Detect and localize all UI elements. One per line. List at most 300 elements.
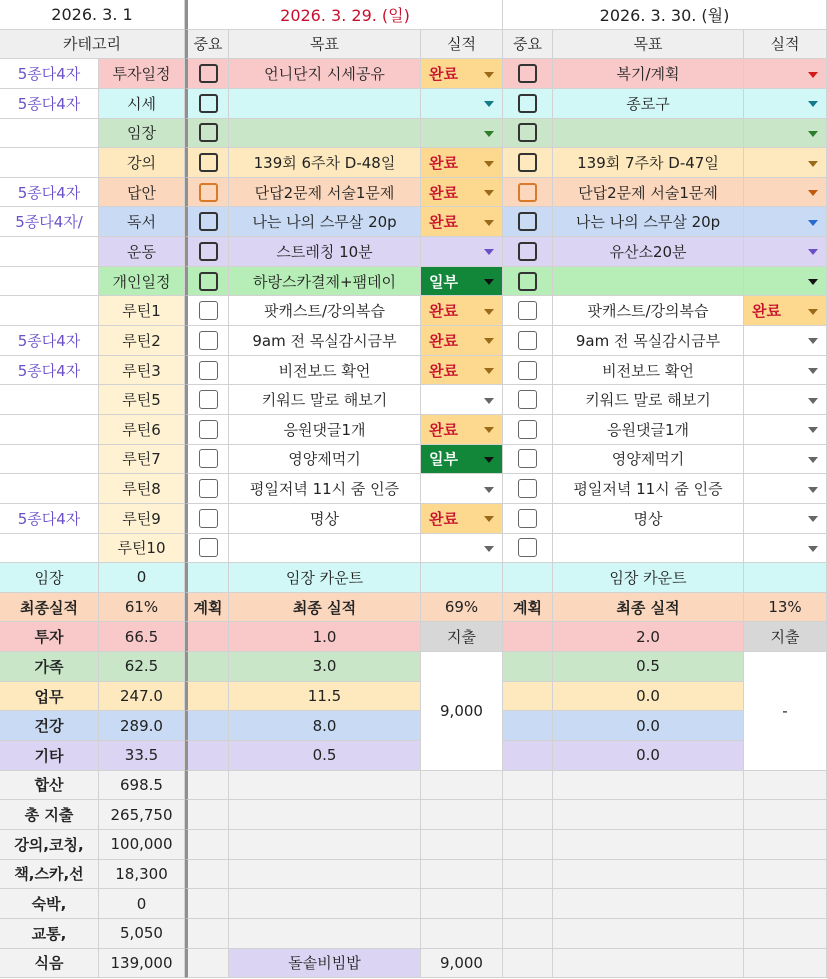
checkbox[interactable]	[518, 301, 537, 320]
status-value: 완료	[429, 183, 458, 202]
importance-cell[interactable]	[185, 178, 229, 208]
blank	[229, 830, 421, 860]
blank	[229, 889, 421, 919]
dropdown-arrow-icon[interactable]	[484, 309, 494, 315]
status-value: 완료	[429, 65, 458, 84]
checkbox[interactable]	[199, 64, 218, 83]
status-dropdown[interactable]	[421, 207, 503, 237]
blank	[744, 860, 827, 890]
dropdown-arrow-icon[interactable]	[484, 101, 494, 107]
dropdown-arrow-icon[interactable]	[484, 338, 494, 344]
goal-cell[interactable]: 나는 나의 스무살 20p	[229, 207, 421, 237]
status-dropdown[interactable]	[744, 59, 827, 89]
blank	[553, 830, 744, 860]
spend-day1: 1.0	[229, 622, 421, 652]
goal-cell[interactable]: 종로구	[553, 89, 744, 119]
blank	[185, 563, 229, 593]
blank	[553, 771, 744, 801]
category-cell: 루틴8	[99, 474, 185, 504]
blank	[229, 800, 421, 830]
total-label: 총 지출	[0, 800, 99, 830]
total-label: 숙박,	[0, 889, 99, 919]
status-dropdown[interactable]	[744, 178, 827, 208]
checkbox[interactable]	[199, 212, 218, 231]
dropdown-arrow-icon[interactable]	[484, 190, 494, 196]
importance-cell[interactable]	[503, 326, 553, 356]
spend-day2: 0.0	[553, 741, 744, 771]
checkbox[interactable]	[199, 479, 218, 498]
status-dropdown[interactable]	[744, 385, 827, 415]
blank	[185, 889, 229, 919]
blank	[744, 949, 827, 979]
tag-cell: 5종다4자/	[0, 207, 99, 237]
total-label: 합산	[0, 771, 99, 801]
status-dropdown[interactable]	[421, 474, 503, 504]
imjang-value: 0	[99, 563, 185, 593]
total-label: 강의,코칭,	[0, 830, 99, 860]
category-cell: 운동	[99, 237, 185, 267]
goal-cell[interactable]	[229, 89, 421, 119]
category-cell: 루틴1	[99, 296, 185, 326]
status-dropdown[interactable]	[421, 534, 503, 564]
blank	[744, 830, 827, 860]
blank	[503, 889, 553, 919]
tag-cell	[0, 148, 99, 178]
status-dropdown[interactable]	[421, 59, 503, 89]
goal-cell[interactable]: 비전보드 확언	[553, 356, 744, 386]
checkbox[interactable]	[518, 509, 537, 528]
total-value: 0	[99, 889, 185, 919]
dropdown-arrow-icon[interactable]	[484, 72, 494, 78]
spend-total: 289.0	[99, 711, 185, 741]
goal-cell[interactable]: 복기/계획	[553, 59, 744, 89]
blank	[553, 949, 744, 979]
status-value: 완료	[752, 302, 781, 321]
spend-day2: 2.0	[553, 622, 744, 652]
expense-label: 지출	[421, 622, 503, 652]
status-dropdown[interactable]	[744, 296, 827, 326]
importance-cell[interactable]	[503, 178, 553, 208]
dropdown-arrow-icon[interactable]	[808, 427, 818, 433]
goal-cell[interactable]: 하랑스카결제+팸데이	[229, 267, 421, 297]
tag-cell: 5종다4자	[0, 504, 99, 534]
dropdown-arrow-icon[interactable]	[484, 368, 494, 374]
goal-cell[interactable]	[553, 119, 744, 149]
checkbox[interactable]	[518, 153, 537, 172]
status-dropdown[interactable]	[421, 89, 503, 119]
goal-cell[interactable]: 비전보드 확언	[229, 356, 421, 386]
spend-label: 업무	[0, 682, 99, 712]
importance-cell[interactable]	[185, 89, 229, 119]
final-percent: 69%	[421, 593, 503, 623]
checkbox[interactable]	[518, 361, 537, 380]
blank	[421, 860, 503, 890]
importance-cell[interactable]	[185, 267, 229, 297]
dropdown-arrow-icon[interactable]	[808, 368, 818, 374]
status-dropdown[interactable]	[421, 415, 503, 445]
status-dropdown[interactable]	[744, 474, 827, 504]
goal-header: 목표	[229, 30, 421, 60]
dropdown-arrow-icon[interactable]	[808, 516, 818, 522]
checkbox[interactable]	[518, 123, 537, 142]
blank	[744, 563, 827, 593]
spend-day2: 0.0	[553, 711, 744, 741]
dropdown-arrow-icon[interactable]	[808, 338, 818, 344]
dropdown-arrow-icon[interactable]	[808, 309, 818, 315]
checkbox[interactable]	[199, 420, 218, 439]
dropdown-arrow-icon[interactable]	[484, 427, 494, 433]
status-dropdown[interactable]	[744, 504, 827, 534]
goal-cell[interactable]: 139회 7주차 D-47일	[553, 148, 744, 178]
category-cell: 루틴9	[99, 504, 185, 534]
goal-cell[interactable]	[229, 534, 421, 564]
dropdown-arrow-icon[interactable]	[484, 279, 494, 285]
blank	[503, 563, 553, 593]
status-value: 완료	[429, 361, 458, 380]
tag-cell	[0, 119, 99, 149]
dropdown-arrow-icon[interactable]	[808, 398, 818, 404]
dropdown-arrow-icon[interactable]	[808, 487, 818, 493]
blank	[421, 830, 503, 860]
blank	[185, 771, 229, 801]
importance-cell[interactable]	[503, 474, 553, 504]
goal-cell[interactable]: 단답2문제 서술1문제	[229, 178, 421, 208]
dropdown-arrow-icon[interactable]	[808, 161, 818, 167]
blank	[744, 771, 827, 801]
importance-cell[interactable]	[185, 296, 229, 326]
importance-cell[interactable]	[503, 445, 553, 475]
tag-cell: 5종다4자	[0, 178, 99, 208]
goal-cell[interactable]: 응원댓글1개	[553, 415, 744, 445]
dropdown-arrow-icon[interactable]	[484, 546, 494, 552]
blank	[503, 622, 553, 652]
tag-cell	[0, 534, 99, 564]
importance-cell[interactable]	[503, 119, 553, 149]
blank	[185, 919, 229, 949]
total-value: 139,000	[99, 949, 185, 979]
goal-cell[interactable]: 유산소20분	[553, 237, 744, 267]
spend-day1: 0.5	[229, 741, 421, 771]
tag-cell	[0, 267, 99, 297]
importance-cell[interactable]	[185, 237, 229, 267]
goal-cell[interactable]: 평일저녁 11시 줌 인증	[229, 474, 421, 504]
dropdown-arrow-icon[interactable]	[484, 457, 494, 463]
status-value: 완료	[429, 331, 458, 350]
goal-cell[interactable]: 9am 전 목실감시금부	[229, 326, 421, 356]
dropdown-arrow-icon[interactable]	[808, 131, 818, 137]
status-dropdown[interactable]	[744, 207, 827, 237]
status-value: 완료	[429, 154, 458, 173]
category-cell: 독서	[99, 207, 185, 237]
category-cell: 시세	[99, 89, 185, 119]
expense-label: 지출	[744, 622, 827, 652]
total-value: 698.5	[99, 771, 185, 801]
blank	[185, 622, 229, 652]
blank	[421, 800, 503, 830]
status-dropdown[interactable]	[744, 356, 827, 386]
importance-cell[interactable]	[185, 445, 229, 475]
goal-cell[interactable]: 팟캐스트/강의복습	[229, 296, 421, 326]
expense-day2: -	[744, 652, 827, 771]
blank	[503, 800, 553, 830]
imjang-count: 임장 카운트	[553, 563, 744, 593]
blank	[185, 682, 229, 712]
status-dropdown[interactable]	[421, 148, 503, 178]
checkbox[interactable]	[199, 94, 218, 113]
blank	[553, 889, 744, 919]
importance-cell[interactable]	[503, 504, 553, 534]
dropdown-arrow-icon[interactable]	[808, 249, 818, 255]
status-dropdown[interactable]	[744, 534, 827, 564]
status-dropdown[interactable]	[421, 119, 503, 149]
goal-cell[interactable]: 명상	[229, 504, 421, 534]
importance-cell[interactable]	[185, 356, 229, 386]
goal-cell[interactable]: 139회 6주차 D-48일	[229, 148, 421, 178]
spend-total: 62.5	[99, 652, 185, 682]
spend-label: 투자	[0, 622, 99, 652]
dropdown-arrow-icon[interactable]	[808, 220, 818, 226]
dropdown-arrow-icon[interactable]	[808, 546, 818, 552]
tag-cell	[0, 474, 99, 504]
goal-cell[interactable]: 응원댓글1개	[229, 415, 421, 445]
status-value: 완료	[429, 420, 458, 439]
goal-cell[interactable]: 영양제먹기	[553, 445, 744, 475]
goal-cell[interactable]	[229, 119, 421, 149]
goal-cell[interactable]: 스트레칭 10분	[229, 237, 421, 267]
blank	[229, 860, 421, 890]
checkbox[interactable]	[199, 449, 218, 468]
importance-cell[interactable]	[185, 207, 229, 237]
importance-cell[interactable]	[503, 89, 553, 119]
total-value: 265,750	[99, 800, 185, 830]
dropdown-arrow-icon[interactable]	[808, 101, 818, 107]
date-sun: 2026. 3. 29. (일)	[185, 0, 503, 30]
goal-cell[interactable]: 나는 나의 스무살 20p	[553, 207, 744, 237]
blank	[421, 771, 503, 801]
status-dropdown[interactable]	[421, 326, 503, 356]
goal-cell[interactable]	[553, 534, 744, 564]
performance-header: 실적	[744, 30, 827, 60]
importance-cell[interactable]	[185, 326, 229, 356]
importance-cell[interactable]	[185, 504, 229, 534]
checkbox[interactable]	[199, 242, 218, 261]
checkbox[interactable]	[518, 538, 537, 557]
date-left: 2026. 3. 1	[0, 0, 185, 30]
checkbox[interactable]	[199, 272, 218, 291]
checkbox[interactable]	[518, 272, 537, 291]
status-dropdown[interactable]	[744, 89, 827, 119]
blank	[553, 860, 744, 890]
plan-label: 계획	[503, 593, 553, 623]
dropdown-arrow-icon[interactable]	[484, 131, 494, 137]
importance-cell[interactable]	[185, 119, 229, 149]
spend-day1: 8.0	[229, 711, 421, 741]
goal-cell[interactable]: 언니단지 시세공유	[229, 59, 421, 89]
category-cell: 개인일정	[99, 267, 185, 297]
performance-header: 실적	[421, 30, 503, 60]
importance-cell[interactable]	[503, 356, 553, 386]
blank	[185, 711, 229, 741]
dropdown-arrow-icon[interactable]	[484, 161, 494, 167]
spend-total: 66.5	[99, 622, 185, 652]
category-cell: 루틴7	[99, 445, 185, 475]
category-cell: 강의	[99, 148, 185, 178]
status-dropdown[interactable]	[421, 445, 503, 475]
tag-cell: 5종다4자	[0, 59, 99, 89]
category-cell: 루틴2	[99, 326, 185, 356]
status-dropdown[interactable]	[421, 178, 503, 208]
importance-cell[interactable]	[185, 534, 229, 564]
blank	[229, 919, 421, 949]
status-value: 완료	[429, 509, 458, 528]
goal-header: 목표	[553, 30, 744, 60]
blank	[503, 949, 553, 979]
tag-cell	[0, 415, 99, 445]
blank	[185, 800, 229, 830]
checkbox[interactable]	[199, 153, 218, 172]
blank	[503, 860, 553, 890]
status-value: 일부	[429, 450, 458, 469]
goal-cell[interactable]: 평일저녁 11시 줌 인증	[553, 474, 744, 504]
final-title: 최종 실적	[553, 593, 744, 623]
total-value: 18,300	[99, 860, 185, 890]
status-dropdown[interactable]	[421, 356, 503, 386]
spend-day1: 3.0	[229, 652, 421, 682]
status-dropdown[interactable]	[421, 385, 503, 415]
checkbox[interactable]	[199, 509, 218, 528]
importance-header: 중요	[503, 30, 553, 60]
goal-cell[interactable]: 팟캐스트/강의복습	[553, 296, 744, 326]
status-dropdown[interactable]	[744, 415, 827, 445]
blank	[744, 889, 827, 919]
tag-cell: 5종다4자	[0, 326, 99, 356]
importance-cell[interactable]	[185, 148, 229, 178]
checkbox[interactable]	[518, 183, 537, 202]
tag-cell	[0, 296, 99, 326]
total-label: 교통,	[0, 919, 99, 949]
goal-cell[interactable]: 명상	[553, 504, 744, 534]
goal-cell[interactable]: 키워드 말로 해보기	[229, 385, 421, 415]
blank	[185, 741, 229, 771]
goal-cell[interactable]	[553, 267, 744, 297]
checkbox[interactable]	[518, 449, 537, 468]
final-title: 최종 실적	[229, 593, 421, 623]
blank	[503, 741, 553, 771]
category-cell: 루틴3	[99, 356, 185, 386]
dropdown-arrow-icon[interactable]	[484, 487, 494, 493]
tag-cell	[0, 385, 99, 415]
blank	[553, 919, 744, 949]
status-dropdown[interactable]	[421, 296, 503, 326]
status-dropdown[interactable]	[744, 148, 827, 178]
checkbox[interactable]	[518, 331, 537, 350]
total-label: 책,스카,선	[0, 860, 99, 890]
goal-cell[interactable]: 9am 전 목실감시금부	[553, 326, 744, 356]
checkbox[interactable]	[518, 64, 537, 83]
blank	[503, 830, 553, 860]
importance-cell[interactable]	[503, 237, 553, 267]
category-cell: 루틴10	[99, 534, 185, 564]
checkbox[interactable]	[199, 361, 218, 380]
checkbox[interactable]	[199, 183, 218, 202]
category-cell: 투자일정	[99, 59, 185, 89]
status-value: 완료	[429, 302, 458, 321]
final-label: 최종실적	[0, 593, 99, 623]
importance-cell[interactable]	[503, 207, 553, 237]
dropdown-arrow-icon[interactable]	[484, 249, 494, 255]
dropdown-arrow-icon[interactable]	[808, 72, 818, 78]
importance-cell[interactable]	[503, 59, 553, 89]
checkbox[interactable]	[199, 538, 218, 557]
importance-cell[interactable]	[503, 415, 553, 445]
blank	[744, 800, 827, 830]
dropdown-arrow-icon[interactable]	[484, 220, 494, 226]
checkbox[interactable]	[199, 331, 218, 350]
blank	[185, 830, 229, 860]
dropdown-arrow-icon[interactable]	[808, 190, 818, 196]
blank	[421, 919, 503, 949]
checkbox[interactable]	[199, 301, 218, 320]
status-dropdown[interactable]	[744, 445, 827, 475]
tag-cell	[0, 237, 99, 267]
blank	[553, 800, 744, 830]
spend-total: 33.5	[99, 741, 185, 771]
checkbox[interactable]	[518, 212, 537, 231]
checkbox[interactable]	[518, 390, 537, 409]
dropdown-arrow-icon[interactable]	[808, 279, 818, 285]
status-dropdown[interactable]	[744, 267, 827, 297]
goal-cell[interactable]: 영양제먹기	[229, 445, 421, 475]
importance-cell[interactable]	[503, 148, 553, 178]
meal-name: 돌솥비빔밥	[229, 949, 421, 979]
importance-cell[interactable]	[503, 385, 553, 415]
imjang-label: 임장	[0, 563, 99, 593]
checkbox[interactable]	[518, 242, 537, 261]
checkbox[interactable]	[518, 94, 537, 113]
status-value: 일부	[429, 272, 458, 291]
importance-cell[interactable]	[185, 415, 229, 445]
category-cell: 루틴5	[99, 385, 185, 415]
blank	[229, 771, 421, 801]
blank	[503, 682, 553, 712]
status-dropdown[interactable]	[421, 237, 503, 267]
dropdown-arrow-icon[interactable]	[808, 457, 818, 463]
goal-cell[interactable]: 키워드 말로 해보기	[553, 385, 744, 415]
status-dropdown[interactable]	[421, 504, 503, 534]
checkbox[interactable]	[518, 420, 537, 439]
status-dropdown[interactable]	[744, 119, 827, 149]
status-dropdown[interactable]	[421, 267, 503, 297]
category-cell: 루틴6	[99, 415, 185, 445]
goal-cell[interactable]: 단답2문제 서술1문제	[553, 178, 744, 208]
final-value: 61%	[99, 593, 185, 623]
spend-label: 가족	[0, 652, 99, 682]
dropdown-arrow-icon[interactable]	[484, 516, 494, 522]
checkbox[interactable]	[199, 390, 218, 409]
importance-cell[interactable]	[185, 59, 229, 89]
importance-cell[interactable]	[185, 385, 229, 415]
importance-cell[interactable]	[503, 267, 553, 297]
checkbox[interactable]	[199, 123, 218, 142]
checkbox[interactable]	[518, 479, 537, 498]
final-percent: 13%	[744, 593, 827, 623]
dropdown-arrow-icon[interactable]	[484, 398, 494, 404]
importance-cell[interactable]	[503, 296, 553, 326]
importance-cell[interactable]	[503, 534, 553, 564]
status-dropdown[interactable]	[744, 326, 827, 356]
importance-cell[interactable]	[185, 474, 229, 504]
status-dropdown[interactable]	[744, 237, 827, 267]
